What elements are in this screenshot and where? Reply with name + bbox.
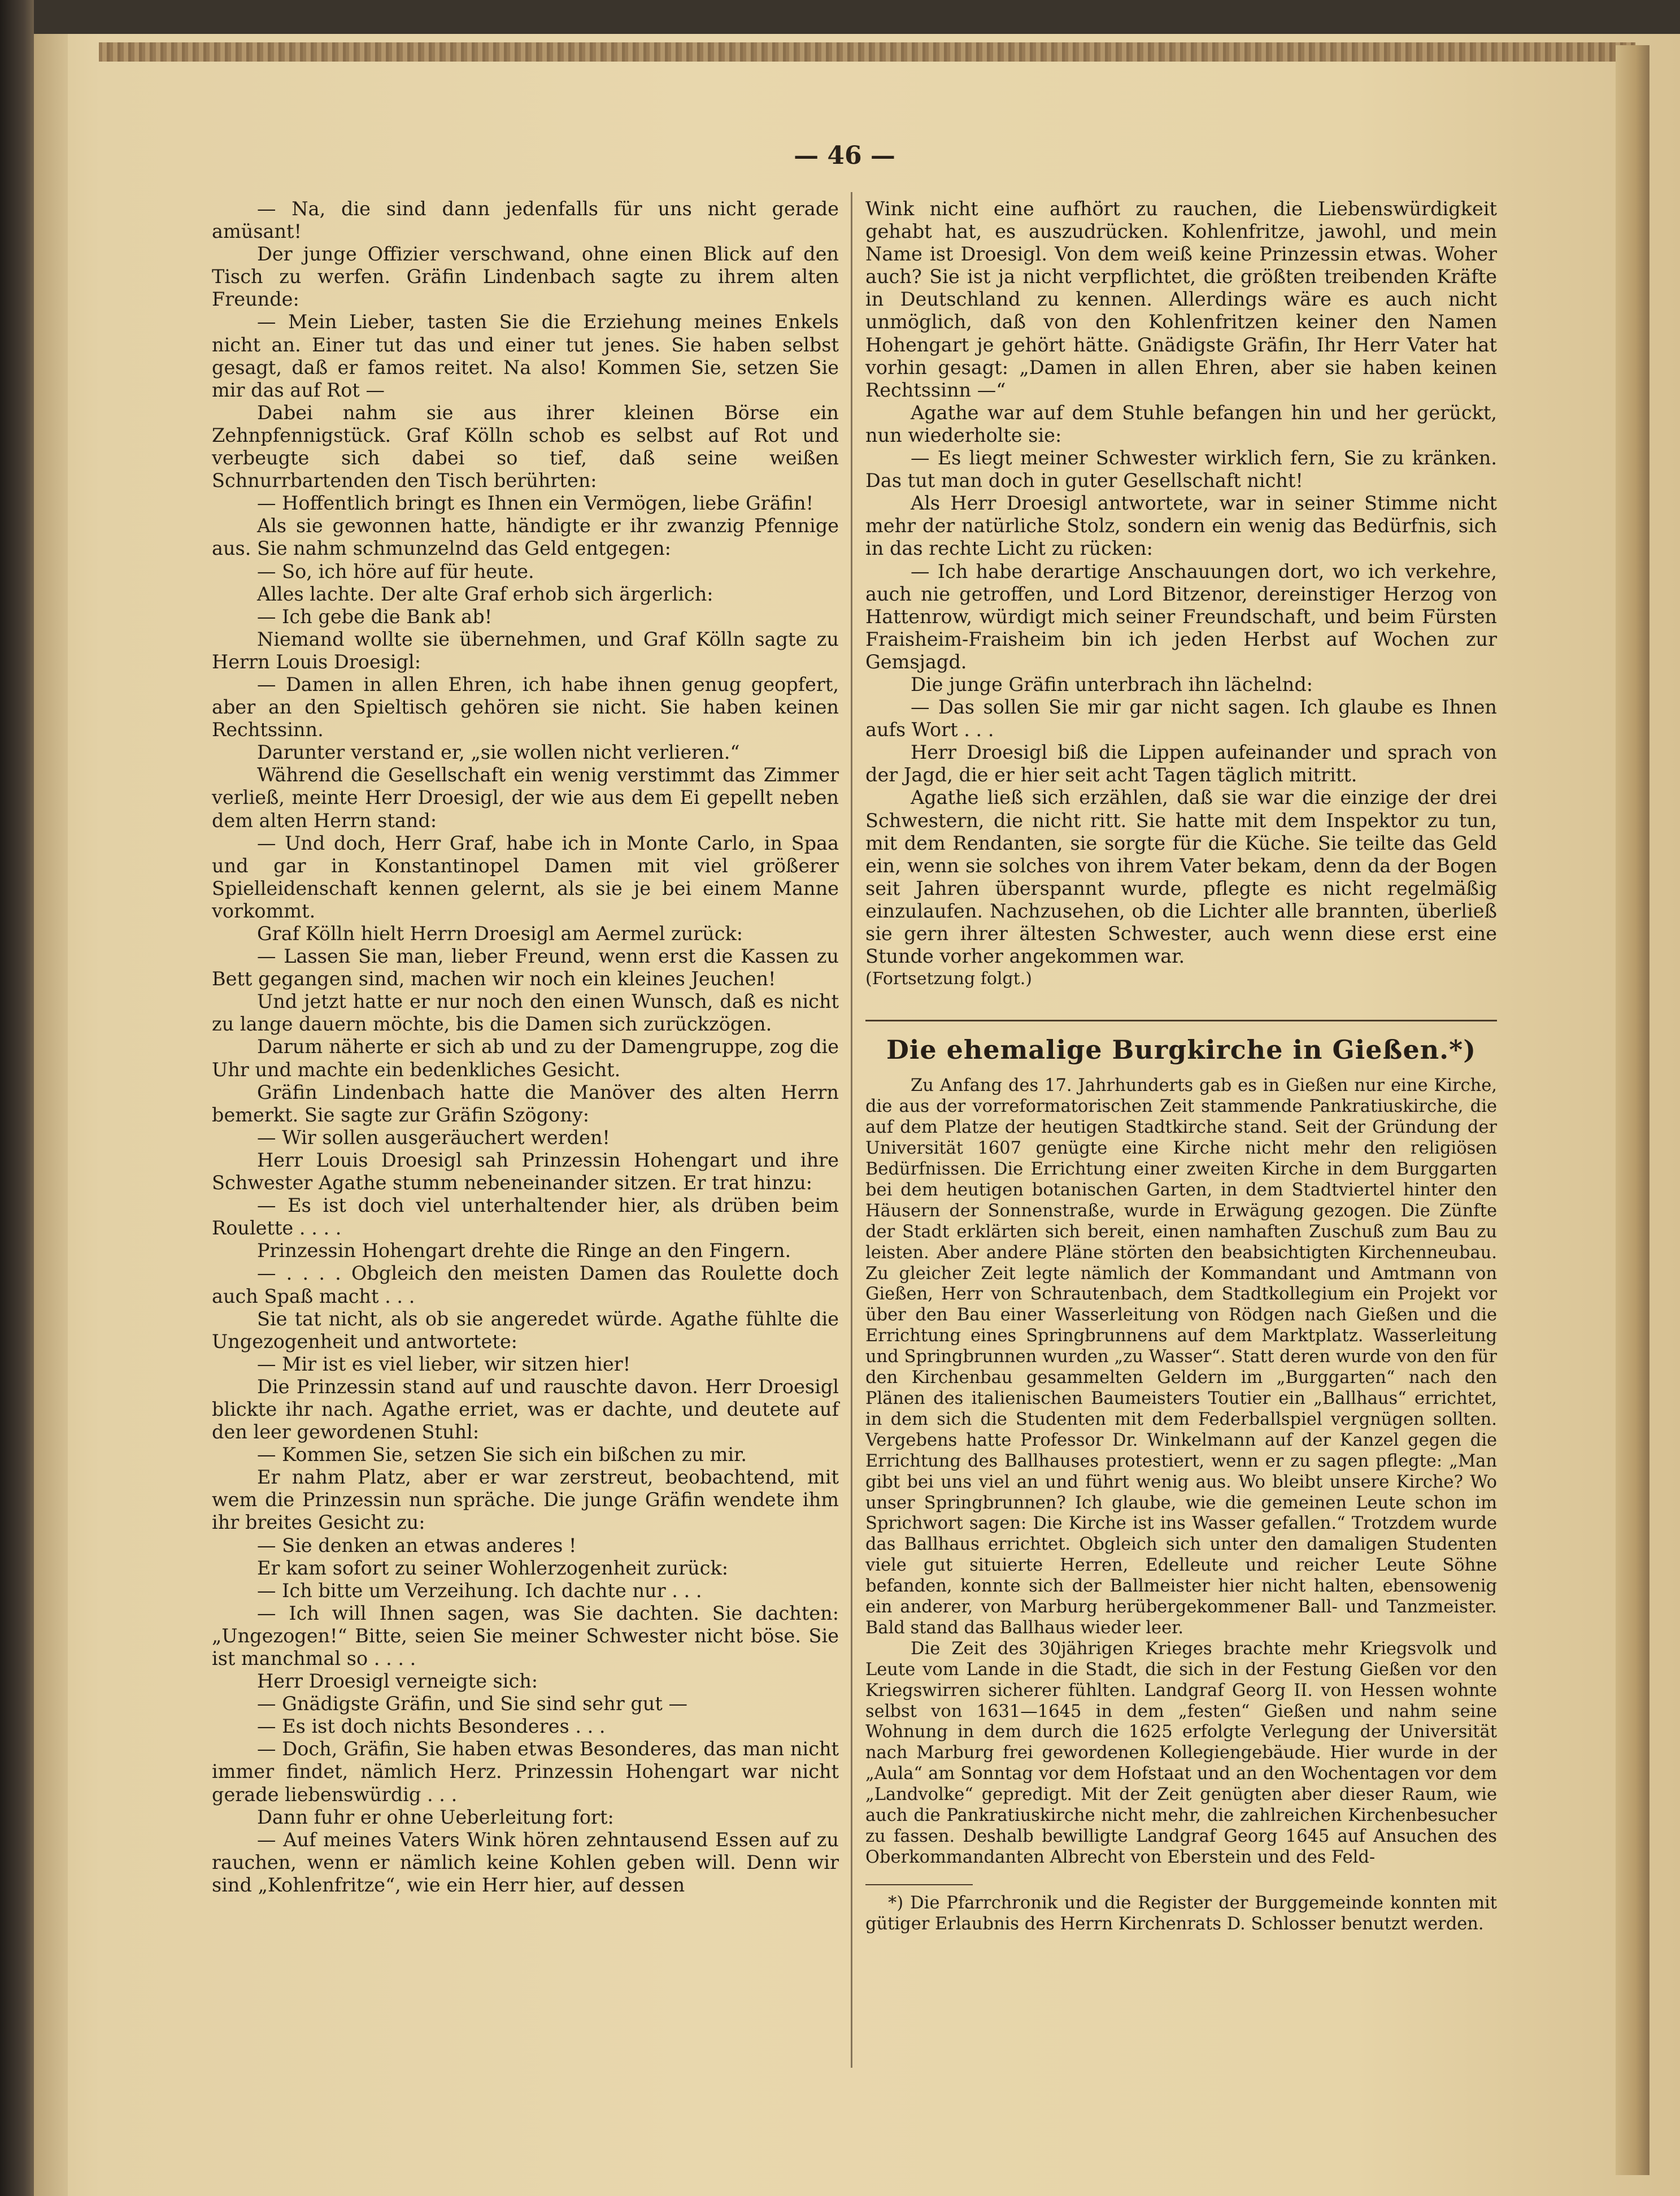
paragraph: — Das sollen Sie mir gar nicht sagen. Ich glaube es Ihnen aufs Wort . . . bbox=[865, 696, 1497, 741]
paragraph: — Damen in allen Ehren, ich habe ihnen genug geopfert, aber an den Spieltisch gehören sie nicht. Sie haben keinen Rechtssinn. bbox=[212, 673, 839, 741]
paragraph: Als Herr Droesigl antwortete, war in seiner Stimme nicht mehr der natürliche Stolz, sondern ein wenig das Bedürfnis, sich in das rechte Licht zu rücken: bbox=[865, 492, 1497, 560]
paragraph: — So, ich höre auf für heute. bbox=[257, 560, 534, 582]
paragraph: — Na, die sind dann jedenfalls für uns nicht gerade amüsant! bbox=[212, 198, 839, 243]
paragraph: — Auf meines Vaters Wink hören zehntausend Essen auf zu rauchen, wenn er nämlich keine Kohlen geben will. Denn wir sind „Kohlenfritze“, wie ein Herr hier, auf dessen bbox=[212, 1828, 839, 1896]
paragraph: — Es ist doch viel unterhaltender hier, als drüben beim Roulette . . . . bbox=[212, 1194, 839, 1240]
article bbox=[865, 1034, 1497, 1934]
paragraph: Prinzessin Hohengart drehte die Ringe an den Fingern. bbox=[257, 1240, 791, 1262]
paragraph: — Kommen Sie, setzen Sie sich ein bißchen zu mir. bbox=[257, 1443, 747, 1466]
paragraph: Die Zeit des 30jährigen Krieges brachte mehr Kriegsvolk und Leute vom Lande in die Stadt, die sich in der Festung Gießen vor den Kriegswirren sicherer fühlten. Landgraf Georg II. von Hessen wohnte selbst von 1631—1645 in dem „festen“ Gießen und nahm seine Wohnung in dem durch die 1625 erfolgte Verlegung der Universität nach Marburg frei gewordenen Kollegiengebäude. Hier wurde in der „Aula“ am Sonntag vor dem Hofstaat und an den Wochentagen vor dem „Landvolke“ gepredigt. Mit der Zeit genügten aber dieser Raum, wie auch die Pankratiuskirche nicht mehr, die zahlreichen Kirchenbesucher zu fassen. Deshalb bewilligte Landgraf Georg 1645 auf Ansuchen des Oberkommandanten Albrecht von Eberstein und des Feld- bbox=[865, 1638, 1497, 1867]
paragraph: Und jetzt hatte er nur noch den einen Wunsch, daß es nicht zu lange dauern möchte, bis die Damen sich zurückzögen. bbox=[212, 990, 839, 1036]
paragraph: Wink nicht eine aufhört zu rauchen, die Liebenswürdigkeit gehabt hat, es auszudrücken. Kohlenfritze, jawohl, und mein Name ist Droesigl. Von dem weiß keine Prinzessin etwas. Woher auch? Sie ist ja nicht verpflichtet, die größten treibenden Kräfte in Deutschland zu kennen. Allerdings wäre es auch nicht unmöglich, daß von den Kohlenfritzen keiner den Namen Hohengart je gehört hätte. Gnädigste Gräfin, Ihr Herr Vater hat vorhin gesagt: „Damen in allen Ehren, aber sie haben keinen Rechtssinn —“ bbox=[865, 198, 1497, 401]
story-continued bbox=[865, 198, 1497, 968]
paragraph: Er kam sofort zu seiner Wohlerzogenheit zurück: bbox=[257, 1556, 729, 1579]
paragraph: Die junge Gräfin unterbrach ihn lächelnd: bbox=[911, 673, 1313, 695]
paragraph: — Gnädigste Gräfin, und Sie sind sehr gut — bbox=[257, 1693, 687, 1715]
paragraph: — Doch, Gräfin, Sie haben etwas Besonderes, das man nicht immer findet, nämlich Herz. Prinzessin Hohengart war nicht gerade liebenswürdig . . . bbox=[212, 1738, 839, 1806]
paragraph: — Es liegt meiner Schwester wirklich fern, Sie zu kränken. Das tut man doch in guter Gesellschaft nicht! bbox=[865, 447, 1497, 492]
paragraph: Dann fuhr er ohne Ueberleitung fort: bbox=[257, 1806, 614, 1828]
paragraph: Agathe war auf dem Stuhle befangen hin und her gerückt, nun wiederholte sie: bbox=[865, 401, 1497, 446]
page-right-edge bbox=[1616, 45, 1649, 2175]
page-gutter-shadow bbox=[34, 34, 68, 2196]
paragraph: Niemand wollte sie übernehmen, und Graf Kölln sagte zu Herrn Louis Droesigl: bbox=[212, 628, 839, 673]
paragraph: Der junge Offizier verschwand, ohne einen Blick auf den Tisch zu werfen. Gräfin Lindenbach sagte zu ihrem alten Freunde: bbox=[212, 243, 839, 311]
continuation-note: (Fortsetzung folgt.) bbox=[865, 969, 1032, 989]
article-body bbox=[865, 1076, 1497, 1868]
paragraph: — Es ist doch nichts Besonderes . . . bbox=[257, 1715, 606, 1738]
paragraph: Er nahm Platz, aber er war zerstreut, beobachtend, mit wem die Prinzessin nun spräche. Die junge Gräfin wendete ihm ihr breites Gesicht zu: bbox=[212, 1466, 839, 1534]
paragraph: Zu Anfang des 17. Jahrhunderts gab es in Gießen nur eine Kirche, die aus der vorreformatorischen Zeit stammende Pankratiuskirche, die auf dem Platze der heutigen Stadtkirche stand. Seit der Gründung der Universität 1607 genügte eine Kirche nicht mehr den religiösen Bedürfnissen. Die Errichtung einer zweiten Kirche in dem Burggarten bei dem heutigen botanischen Garten, in dem Stadtviertel hinter den Häusern der Sonnenstraße, wurde in Erwägung gezogen. Die Zünfte der Stadt erklärten sich bereit, einen namhaften Zuschuß zum Bau zu leisten. Aber andere Pläne störten den beabsichtigten Kirchenneubau. Zu gleicher Zeit legte nämlich der Kommandant und Amtmann von Gießen, Herr von Schrautenbach, dem Stadtkollegium ein Projekt vor über den Bau einer Wasserleitung von Rödgen nach Gießen und die Errichtung eines Springbrunnens auf dem Marktplatz. Wasserleitung und Springbrunnen wurden „zu Wasser“. Statt deren wurde von den für den Kirchenbau gesammelten Geldern im „Burggarten“ nach den Plänen des italienischen Baumeisters Toutier ein „Ballhaus“ errichtet, in dem sich die Studenten mit dem Federballspiel vergnügen sollten. Vergebens hatte Professor Dr. Winkelmann auf der Kanzel gegen die Errichtung des Ballhauses protestiert, wenn er zu sagen pflegte: „Man gibt bei uns viel an und führt wenig aus. Wo bleibt unsere Kirche? Wo unser Springbrunnen? Ich glaube, wie die gemeinen Leute schon im Sprichwort sagen: Die Kirche ist ins Wasser gefallen.“ Trotzdem wurde das Ballhaus errichtet. Obgleich sich unter den damaligen Studenten viele gut situierte Herren, Edelleute und reicher Leute Söhne befanden, konnte sich der Ballmeister hier nicht halten, ebensowenig ein anderer, von Marburg herübergekommener Ball- und Tanzmeister. Bald stand das Ballhaus wieder leer. bbox=[865, 1076, 1497, 1638]
paragraph: — Lassen Sie man, lieber Freund, wenn erst die Kassen zu Bett gegangen sind, machen wir noch ein kleines Jeuchen! bbox=[212, 945, 839, 990]
paragraph: Graf Kölln hielt Herrn Droesigl am Aermel zurück: bbox=[257, 923, 743, 945]
paragraph: — Wir sollen ausgeräuchert werden! bbox=[257, 1126, 610, 1149]
paragraph: — Ich gebe die Bank ab! bbox=[257, 605, 493, 628]
paragraph: Alles lachte. Der alte Graf erhob sich ärgerlich: bbox=[257, 582, 713, 605]
page-number: — 46 — bbox=[794, 141, 895, 170]
paragraph: Darum näherte er sich ab und zu der Damengruppe, zog die Uhr und machte ein bedenkliches Gesicht. bbox=[212, 1036, 839, 1081]
paragraph: — Mir ist es viel lieber, wir sitzen hier! bbox=[257, 1353, 631, 1375]
paragraph: Die Prinzessin stand auf und rauschte davon. Herr Droesigl blickte ihr nach. Agathe erriet, was er dachte, und deutete auf den leer gewordenen Stuhl: bbox=[212, 1375, 839, 1443]
right-column bbox=[865, 198, 1497, 1935]
paragraph: Darunter verstand er, „sie wollen nicht verlieren.“ bbox=[257, 741, 740, 764]
paragraph: — Ich will Ihnen sagen, was Sie dachten. Sie dachten: „Ungezogen!“ Bitte, seien Sie meiner Schwester nicht böse. Sie ist manchmal so . . . . bbox=[212, 1602, 839, 1669]
paragraph: Agathe ließ sich erzählen, daß sie war die einzige der drei Schwestern, die nicht ritt. Sie hatte mit dem Inspektor zu tun, mit dem Rendanten, sie sorgte für die Küche. Sie teilte das Geld ein, wenn sie solches von ihrem Vater bekam, denn da der Bogen seit Jahren überspannt wurde, pflegte es nicht regelmäßig einzulaufen. Nachzusehen, ob die Lichter alle brannten, überließ sie gern ihrer ältesten Schwester, auch wenn diese erst eine Stunde vorher angekommen war. bbox=[865, 786, 1497, 968]
left-column bbox=[212, 198, 839, 1897]
paragraph: — Hoffentlich bringt es Ihnen ein Vermögen, liebe Gräfin! bbox=[257, 492, 814, 515]
paragraph: Sie tat nicht, als ob sie angeredet würde. Agathe fühlte die Ungezogenheit und antwortete: bbox=[212, 1307, 839, 1353]
paragraph: Herr Louis Droesigl sah Prinzessin Hohengart und ihre Schwester Agathe stumm nebeneinander sitzen. Er trat hinzu: bbox=[212, 1149, 839, 1194]
paragraph: — Ich habe derartige Anschauungen dort, wo ich verkehre, auch nie getroffen, und Lord Bitzenor, dereinstiger Herzog von Hattenrow, würdigt mich seiner Freundschaft, und beim Fürsten Fraisheim-Fraisheim bin ich jeden Herbst auf Wochen zur Gemsjagd. bbox=[865, 560, 1497, 673]
paragraph: Als sie gewonnen hatte, händigte er ihr zwanzig Pfennige aus. Sie nahm schmunzelnd das Geld entgegen: bbox=[212, 515, 839, 560]
paragraph: — Und doch, Herr Graf, habe ich in Monte Carlo, in Spaa und gar in Konstantinopel Damen mit viel größerer Spielleidenschaft kennen gelernt, als sie je bei einem Manne vorkommt. bbox=[212, 832, 839, 922]
paragraph: — Mein Lieber, tasten Sie die Erziehung meines Enkels nicht an. Einer tut das und einer tut jenes. Sie haben selbst gesagt, daß er famos reitet. Na also! Kommen Sie, setzen Sie mir das auf Rot — bbox=[212, 311, 839, 401]
paragraph: Während die Gesellschaft ein wenig verstimmt das Zimmer verließ, meinte Herr Droesigl, der wie aus dem Ei gepellt neben dem alten Herrn stand: bbox=[212, 764, 839, 832]
column-divider bbox=[851, 192, 852, 2068]
paragraph: — Ich bitte um Verzeihung. Ich dachte nur . . . bbox=[257, 1579, 702, 1602]
footnote-rule bbox=[865, 1884, 973, 1885]
page-top-edge bbox=[99, 42, 1635, 62]
paragraph: Dabei nahm sie aus ihrer kleinen Börse ein Zehnpfennigstück. Graf Kölln schob es selbst auf Rot und verbeugte sich dabei so tief, daß seine weißen Schnurrbartenden den Tisch berührten: bbox=[212, 401, 839, 492]
paragraph: — Sie denken an etwas anderes ! bbox=[257, 1534, 577, 1556]
section-rule bbox=[865, 1020, 1497, 1021]
paragraph: Gräfin Lindenbach hatte die Manöver des alten Herrn bemerkt. Sie sagte zur Gräfin Szögony: bbox=[212, 1081, 839, 1126]
paragraph: Herr Droesigl verneigte sich: bbox=[257, 1670, 538, 1693]
paragraph: — . . . . Obgleich den meisten Damen das Roulette doch auch Spaß macht . . . bbox=[212, 1262, 839, 1307]
book-binding bbox=[0, 0, 34, 2196]
footnote: *) Die Pfarrchronik und die Register der Burggemeinde konnten mit gütiger Erlaubnis des Herrn Kirchenrats D. Schlosser benutzt werden. bbox=[865, 1893, 1497, 1934]
paragraph: Herr Droesigl biß die Lippen aufeinander und sprach von der Jagd, die er hier seit acht Tagen täglich mitritt. bbox=[865, 741, 1497, 786]
article-title: Die ehemalige Burgkirche in Gießen.*) bbox=[886, 1034, 1476, 1066]
